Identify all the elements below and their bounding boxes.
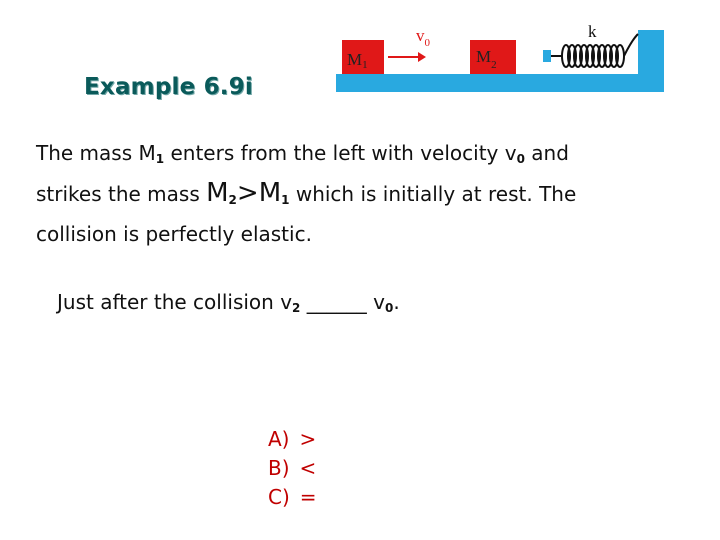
collision-diagram [330, 0, 670, 100]
page-title: Example 6.9i [84, 74, 254, 100]
spring-end [543, 50, 551, 62]
spring-label: k [588, 22, 597, 41]
mass-2-sub: 2 [491, 59, 497, 71]
velocity-sub: 0 [424, 37, 430, 49]
question: Just after the collision $v_2$ ______ $v_0$. [57, 290, 400, 315]
wall [638, 30, 664, 80]
problem-statement [36, 136, 706, 251]
answer-choices [268, 425, 317, 512]
statement-line-2: strikes the mass $M_2>M_1$ which is initially at rest. The [36, 178, 577, 208]
statement-line-1: The mass $M_1$ enters from the left with velocity $v_0$ and [36, 141, 569, 166]
svg-text:v0 [416, 26, 431, 49]
velocity-arrowhead [418, 52, 426, 62]
answer-option-b[interactable]: B) < [268, 456, 317, 480]
mass-1-sub: 1 [362, 59, 368, 71]
statement-line-3: collision is perfectly elastic. [36, 222, 312, 246]
answer-option-c[interactable]: C) = [268, 485, 317, 509]
mass-1-label: M [347, 50, 363, 69]
floor [336, 74, 664, 92]
answer-option-a[interactable]: A) > [268, 427, 317, 451]
velocity-label: v [416, 26, 425, 45]
mass-2-label: M [476, 47, 492, 66]
